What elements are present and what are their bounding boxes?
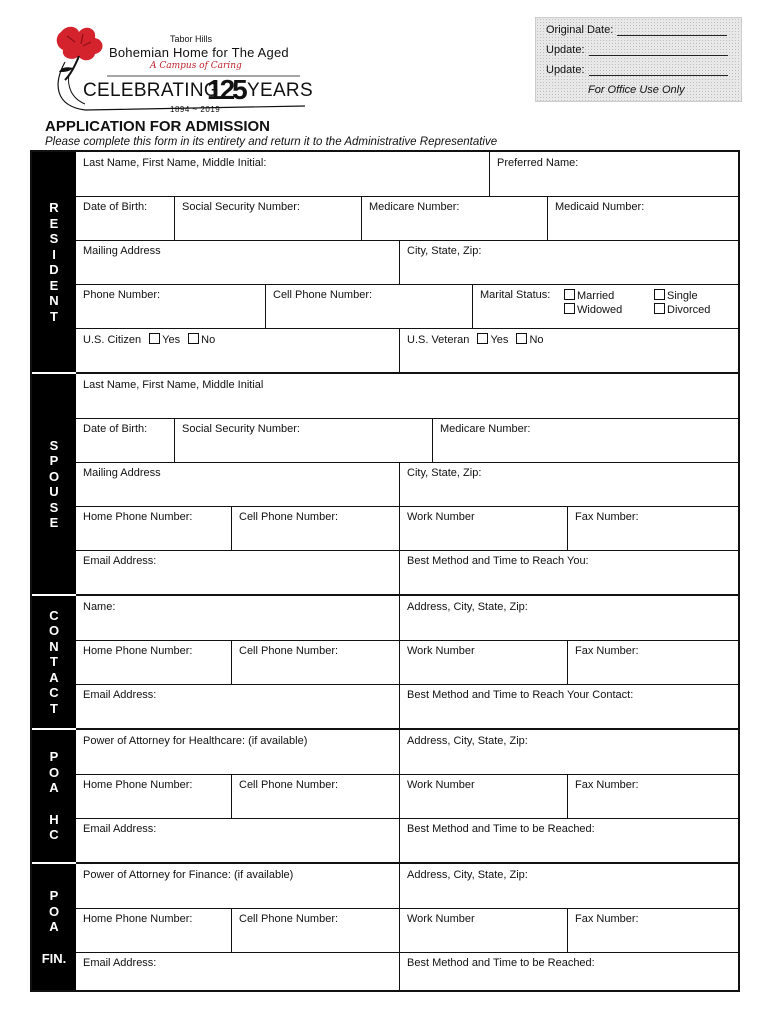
married-checkbox[interactable] — [564, 289, 575, 300]
contact-fax-field[interactable] — [567, 640, 738, 684]
poahc-best-label: Best Method and Time to be Reached: — [407, 823, 595, 835]
spouse-mailing-label: Mailing Address — [83, 467, 161, 479]
poahc-cell-label: Cell Phone Number: — [239, 779, 339, 791]
poafin-cell-label: Cell Phone Number: — [239, 913, 339, 925]
resident-sidebar-letter: S — [49, 231, 59, 246]
office-use-note: For Office Use Only — [588, 84, 685, 96]
spouse-email-row — [76, 550, 738, 596]
citizen-no-label: No — [201, 334, 216, 346]
celebrating-text: CELEBRATING — [83, 80, 219, 101]
poafin-email-row — [76, 952, 738, 990]
contact-work-field[interactable] — [399, 640, 567, 684]
resident-name-row — [76, 152, 738, 197]
contact-sidebar-letter: N — [49, 638, 59, 654]
poahc-email-field[interactable] — [76, 818, 399, 862]
contact-name-row — [76, 596, 738, 641]
spouse-dob-label: Date of Birth: — [83, 423, 148, 435]
sidebar-divider — [32, 372, 76, 374]
sidebar-divider — [32, 862, 76, 864]
widowed-checkbox[interactable] — [564, 303, 575, 314]
sidebar-divider — [32, 728, 76, 730]
poahc-address-field[interactable] — [399, 730, 738, 774]
contact-email-field[interactable] — [76, 684, 399, 728]
poafin-sidebar-letter: A — [49, 919, 59, 934]
resident-medicare-label: Medicare Number: — [369, 201, 460, 213]
resident-name-label: Last Name, First Name, Middle Initial: — [83, 157, 267, 169]
citizen-no-checkbox[interactable] — [188, 333, 199, 344]
spouse-ssn-field[interactable] — [174, 418, 432, 462]
poafin-work-field[interactable] — [399, 908, 567, 952]
anniversary-number: 125 — [207, 74, 245, 105]
citizen-field — [76, 328, 399, 372]
contact-best-label: Best Method and Time to Reach Your Contact: — [407, 689, 634, 701]
poafin-sidebar-letter: O — [48, 903, 60, 919]
contact-sidebar-letter: C — [49, 685, 59, 701]
poafin-home-field[interactable] — [76, 908, 231, 952]
spouse-city-field[interactable] — [399, 462, 738, 506]
single-checkbox[interactable] — [654, 289, 665, 300]
contact-sidebar-letter: T — [50, 654, 58, 670]
resident-sidebar-letter: R — [49, 200, 59, 215]
poafin-name-label: Power of Attorney for Finance: (if available) — [83, 869, 294, 881]
resident-phone-row — [76, 284, 738, 329]
contact-sidebar-letter: C — [49, 607, 59, 623]
single-label: Single — [667, 290, 698, 302]
update-line-1[interactable] — [589, 44, 728, 56]
spouse-best-field[interactable] — [399, 550, 738, 594]
spouse-address-row — [76, 462, 738, 507]
resident-medicaid-label: Medicaid Number: — [555, 201, 645, 213]
update-label-2: Update: — [546, 64, 585, 76]
poahc-fax-field[interactable] — [567, 774, 738, 818]
poahc-cell-field[interactable] — [231, 774, 399, 818]
contact-home-field[interactable] — [76, 640, 231, 684]
poahc-name-field[interactable] — [76, 730, 399, 774]
resident-medicaid-field[interactable] — [547, 196, 738, 240]
single-option[interactable] — [649, 289, 698, 302]
spouse-work-label: Work Number — [407, 511, 475, 523]
admission-form — [30, 150, 740, 992]
resident-city-label: City, State, Zip: — [407, 245, 482, 257]
poafin-address-field[interactable] — [399, 864, 738, 908]
spouse-dob-field[interactable] — [76, 418, 174, 462]
resident-address-row — [76, 240, 738, 285]
contact-address-label: Address, City, State, Zip: — [407, 601, 528, 613]
poahc-home-field[interactable] — [76, 774, 231, 818]
page-title: APPLICATION FOR ADMISSION — [45, 118, 270, 135]
spouse-sidebar-letter: S — [49, 437, 59, 453]
org-name: Bohemian Home for The Aged — [109, 45, 289, 60]
poa-healthcare-sidebar — [32, 730, 76, 862]
spouse-sidebar-letter: P — [49, 453, 59, 468]
original-date-line[interactable] — [617, 24, 727, 36]
resident-sidebar-letter: D — [49, 262, 59, 277]
resident-ssn-label: Social Security Number: — [182, 201, 300, 213]
divorced-label: Divorced — [667, 304, 711, 316]
poafin-fax-field[interactable] — [567, 908, 738, 952]
resident-preferred-field[interactable] — [489, 152, 738, 196]
poa-finance-sidebar — [32, 864, 76, 990]
logo — [45, 14, 315, 118]
years-text: YEARS — [247, 80, 313, 101]
poahc-home-label: Home Phone Number: — [83, 779, 193, 791]
spouse-medicare-field[interactable] — [432, 418, 738, 462]
poahc-work-field[interactable] — [399, 774, 567, 818]
contact-sidebar-letter: O — [48, 623, 60, 639]
contact-home-label: Home Phone Number: — [83, 645, 193, 657]
poafin-email-label: Email Address: — [83, 957, 157, 969]
spouse-phone-row — [76, 506, 738, 551]
original-date-label: Original Date: — [546, 24, 614, 36]
tagline: A Campus of Caring — [150, 61, 242, 71]
spouse-fax-field[interactable] — [567, 506, 738, 550]
poafin-email-field[interactable] — [76, 952, 399, 990]
spouse-work-field[interactable] — [399, 506, 567, 550]
office-use-box — [535, 17, 742, 102]
update-line-2[interactable] — [589, 64, 728, 76]
resident-ids-row — [76, 196, 738, 241]
poahc-sidebar-letter: C — [49, 827, 59, 843]
page-subtitle: Please complete this form in its entirety and return it to the Administrative Representative — [45, 136, 498, 148]
spouse-sidebar — [32, 374, 76, 594]
poahc-sidebar-letter: P — [49, 749, 59, 765]
contact-cell-label: Cell Phone Number: — [239, 645, 339, 657]
spouse-cell-field[interactable] — [231, 506, 399, 550]
married-label: Married — [577, 290, 615, 302]
poahc-sidebar-letter: H — [49, 811, 59, 827]
carnation-icon — [53, 22, 109, 82]
spouse-name-field[interactable] — [76, 374, 738, 418]
contact-fax-label: Fax Number: — [575, 645, 639, 657]
veteran-no-checkbox[interactable] — [516, 333, 527, 344]
spouse-medicare-label: Medicare Number: — [440, 423, 531, 435]
resident-dob-field[interactable] — [76, 196, 174, 240]
spouse-home-field[interactable] — [76, 506, 231, 550]
spouse-email-field[interactable] — [76, 550, 399, 594]
resident-sidebar — [32, 152, 76, 372]
poafin-name-field[interactable] — [76, 864, 399, 908]
anniversary-dates: 1894 ~ 2019 — [170, 105, 221, 114]
resident-sidebar-letter: T — [50, 308, 58, 324]
poafin-address-label: Address, City, State, Zip: — [407, 869, 528, 881]
tabor-hills-text: Tabor Hills — [170, 34, 213, 44]
spouse-sidebar-letter: E — [49, 515, 59, 530]
poahc-work-label: Work Number — [407, 779, 475, 791]
poahc-fax-label: Fax Number: — [575, 779, 639, 791]
poafin-home-label: Home Phone Number: — [83, 913, 193, 925]
poafin-sidebar-label: FIN. — [41, 950, 67, 966]
veteran-no-label: No — [529, 334, 544, 346]
veteran-yes-checkbox[interactable] — [477, 333, 488, 344]
update-label-1: Update: — [546, 44, 585, 56]
spouse-city-label: City, State, Zip: — [407, 467, 482, 479]
spouse-ids-row — [76, 418, 738, 463]
poafin-best-field[interactable] — [399, 952, 738, 990]
spouse-mailing-field[interactable] — [76, 462, 399, 506]
spouse-email-label: Email Address: — [83, 555, 157, 567]
spouse-best-label: Best Method and Time to Reach You: — [407, 555, 589, 567]
veteran-yes-label: Yes — [490, 334, 509, 346]
resident-mailing-label: Mailing Address — [83, 245, 161, 257]
poafin-fax-label: Fax Number: — [575, 913, 639, 925]
resident-city-field[interactable] — [399, 240, 738, 284]
spouse-cell-label: Cell Phone Number: — [239, 511, 339, 523]
contact-email-label: Email Address: — [83, 689, 157, 701]
poahc-name-label: Power of Attorney for Healthcare: (if available) — [83, 735, 308, 747]
sidebar-divider — [32, 594, 76, 596]
spouse-sidebar-letter: S — [49, 499, 59, 515]
resident-section — [32, 152, 738, 372]
poafin-work-label: Work Number — [407, 913, 475, 925]
poahc-sidebar-letter: O — [48, 764, 60, 780]
resident-status-row — [76, 328, 738, 374]
update-row-1 — [546, 44, 728, 56]
contact-email-row — [76, 684, 738, 730]
resident-phone-label: Phone Number: — [83, 289, 161, 301]
widowed-option[interactable] — [559, 303, 622, 316]
contact-address-field[interactable] — [399, 596, 738, 640]
spouse-sidebar-letter: O — [48, 468, 60, 484]
spouse-name-row — [76, 374, 738, 419]
citizen-yes-label: Yes — [162, 334, 181, 346]
poafin-name-row — [76, 864, 738, 909]
divorced-checkbox[interactable] — [654, 303, 665, 314]
poafin-sidebar-letter: P — [49, 888, 59, 903]
spouse-home-label: Home Phone Number: — [83, 511, 193, 523]
contact-phone-row — [76, 640, 738, 685]
citizen-yes-checkbox[interactable] — [149, 333, 160, 344]
resident-phone-field[interactable] — [76, 284, 265, 328]
update-row-2 — [546, 64, 728, 76]
resident-cell-field[interactable] — [265, 284, 472, 328]
resident-marital-label: Marital Status: — [480, 289, 551, 301]
contact-name-field[interactable] — [76, 596, 399, 640]
resident-sidebar-letter: E — [49, 215, 59, 231]
contact-sidebar-letter: T — [50, 700, 58, 716]
contact-sidebar-letter: A — [49, 669, 59, 685]
poahc-email-row — [76, 818, 738, 864]
resident-name-field[interactable] — [76, 152, 489, 196]
poahc-name-row — [76, 730, 738, 775]
married-option[interactable] — [559, 289, 614, 302]
resident-ssn-field[interactable] — [174, 196, 361, 240]
spouse-fax-label: Fax Number: — [575, 511, 639, 523]
resident-cell-label: Cell Phone Number: — [273, 289, 373, 301]
poahc-address-label: Address, City, State, Zip: — [407, 735, 528, 747]
contact-name-label: Name: — [83, 601, 116, 613]
poahc-best-field[interactable] — [399, 818, 738, 862]
contact-section — [32, 596, 738, 728]
resident-sidebar-letter: E — [49, 277, 59, 293]
spouse-section — [32, 374, 738, 594]
divorced-option[interactable] — [649, 303, 710, 316]
spouse-name-label: Last Name, First Name, Middle Initial — [83, 379, 264, 391]
contact-sidebar — [32, 596, 76, 728]
poahc-email-label: Email Address: — [83, 823, 157, 835]
resident-marital-field — [472, 284, 738, 328]
resident-medicare-field[interactable] — [361, 196, 547, 240]
poafin-cell-field[interactable] — [231, 908, 399, 952]
resident-dob-label: Date of Birth: — [83, 201, 148, 213]
poahc-phone-row — [76, 774, 738, 819]
poa-healthcare-section — [32, 730, 738, 862]
spouse-ssn-label: Social Security Number: — [182, 423, 300, 435]
poafin-phone-row — [76, 908, 738, 953]
veteran-label: U.S. Veteran — [407, 334, 470, 346]
original-date-row — [546, 24, 727, 36]
widowed-label: Widowed — [577, 304, 623, 316]
poafin-best-label: Best Method and Time to be Reached: — [407, 957, 595, 969]
poahc-sidebar-letter: A — [49, 780, 59, 796]
contact-best-field[interactable] — [399, 684, 738, 728]
poa-finance-section — [32, 864, 738, 990]
resident-mailing-field[interactable] — [76, 240, 399, 284]
resident-sidebar-letter: N — [49, 293, 59, 308]
resident-sidebar-letter: I — [52, 246, 56, 262]
veteran-field — [399, 328, 738, 372]
resident-preferred-label: Preferred Name: — [497, 157, 579, 169]
contact-cell-field[interactable] — [231, 640, 399, 684]
contact-work-label: Work Number — [407, 645, 475, 657]
spouse-sidebar-letter: U — [49, 484, 59, 499]
citizen-label: U.S. Citizen — [83, 334, 142, 346]
